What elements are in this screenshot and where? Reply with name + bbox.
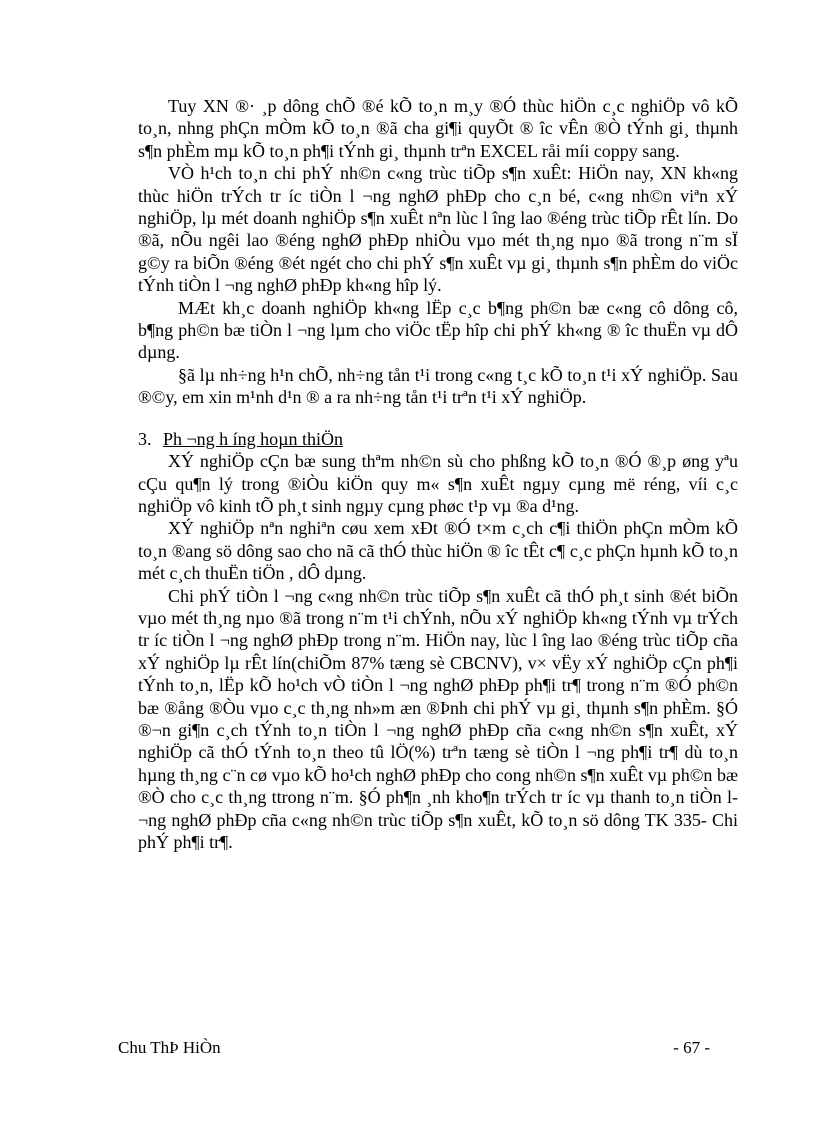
footer-page-number: - 67 - (673, 1038, 710, 1057)
footer-author: Chu ThÞ HiÒn (118, 1038, 221, 1057)
paragraph-limitations: §ã lµ nh÷ng h¹n chÕ, nh÷ng tån t¹i trong c«ng t¸c kÕ to¸n t¹i xÝ nghiÖp. Sau ®©y, em xin m¹nh d¹n ® a ra nh÷ng tån t¹i trªn t¹i xÝ nghiÖp. (138, 364, 738, 408)
paragraph-staffing: XÝ nghiÖp cÇn bæ sung thªm nh©n sù cho phßng kÕ to¸n ®Ó ®¸p øng yªu cÇu qu¶n lý trong ®iÒu kiÖn quy m« s¶n xuÊt ngµy cµng më réng, víi c¸c nghiÖp vô kinh tÕ ph¸t sinh ngµy cµng phøc t¹p vµ ®a d¹ng. (138, 451, 738, 516)
paragraph-leave-pay: Chi phÝ tiÒn l ¬ng c«ng nh©n trùc tiÕp s¶n xuÊt cã thÓ ph¸t sinh ®ét biÕn vµo mét th¸ng nµo ®ã trong n¨m t¹i chÝnh, nÕu xÝ nghiÖp kh«ng tÝnh vµ trÝch tr íc tiÒn l ¬ng nghØ phÐp trong n¨m. HiÖn nay, lùc l îng lao ®éng trùc tiÕp cña xÝ nghiÖp lµ rÊt lín(chiÕm 87% tæng sè CBCNV), v× vËy xÝ nghiÖp cÇn ph¶i tÝnh to¸n, lËp kÕ ho¹ch vÒ tiÒn l ¬ng nghØ phÐp ph¶i tr¶ trong n¨m ®Ó ph©n bæ ®ång ®Òu vµo c¸c th¸ng nh»m æn ®Þnh chi phÝ vµ gi¸ thµnh s¶n phÈm. §Ó ®¬n gi¶n c¸ch tÝnh to¸n tiÒn l ¬ng nghØ phÐp cña c«ng nh©n s¶n xuÊt, xÝ nghiÖp cã thÓ tÝnh to¸n theo tû lÖ(%) trªn tæng sè tiÒn l ¬ng ph¶i tr¶ dù to¸n hµng th¸ng c¨n cø vµo kÕ ho¹ch nghØ phÐp cho cong nh©n s¶n xuÊt vµ ph©n bæ ®Ò cho c¸c th¸ng ttrong n¨m. §Ó ph¶n ¸nh kho¶n trÝch tr íc vµ thanh to¸n tiÒn l ¬ng nghØ phÐp cña c«ng nh©n trùc tiÕp s¶n xuÊt, kÕ to¸n sö dông TK 335- Chi phÝ ph¶i tr¶. (138, 585, 738, 852)
body-text (138, 95, 738, 853)
paragraph-allocation-tables: MÆt kh¸c doanh nghiÖp kh«ng lËp c¸c b¶ng ph©n bæ c«ng cô dông cô, b¶ng ph©n bæ tiÒn l ¬ng lµm cho viÖc tËp hîp chi phÝ kh«ng ® îc thuËn vµ dÔ dµng. (138, 297, 738, 363)
section-title: Ph ¬ng h íng hoµn thiÖn (163, 428, 344, 449)
paragraph-software: Tuy XN ®· ¸p dông chÕ ®é kÕ to¸n m¸y ®Ó thùc hiÖn c¸c nghiÖp vô kÕ to¸n, nhng phÇn mÒm kÕ to¸n ®ã cha gi¶i quyÕt ® îc vÊn ®Ò tÝnh gi¸ thµnh s¶n phÈm mµ kÕ to¸n ph¶i tÝnh gi¸ thµnh trªn EXCEL råi míi coppy sang. (138, 96, 738, 161)
paragraph-labor-cost: VÒ h¹ch to¸n chi phÝ nh©n c«ng trùc tiÕp s¶n xuÊt: HiÖn nay, XN kh«ng thùc hiÖn trÝch tr íc tiÒn l ¬ng nghØ phÐp cho c¸n bé, c«ng nh©n viªn xÝ nghiÖp, lµ mét doanh nghiÖp s¶n xuÊt nªn lùc l îng lao ®éng trùc tiÕp rÊt lín. Do ®ã, nÕu ngêi lao ®éng nghØ phÐp nhiÒu vµo mét th¸ng nµo ®ã trong n¨m sÏ g©y ra biÕn ®éng ®ét ngét cho chi phÝ s¶n xuÊt vµ gi¸ thµnh s¶n phÈm do viÖc tÝnh tiÒn l ¬ng nghØ phÐp kh«ng hîp lý. (138, 163, 738, 296)
section-number: 3. (138, 428, 152, 449)
section-heading (138, 428, 738, 450)
paragraph-software-improvement: XÝ nghiÖp nªn nghiªn cøu xem xÐt ®Ó t×m c¸ch c¶i thiÖn phÇn mÒm kÕ to¸n ®ang sö dông sao cho nã cã thÓ thùc hiÖn ® îc tÊt c¶ c¸c phÇn hµnh kÕ to¸n mét c¸ch thuËn tiÖn , dÔ dµng. (138, 518, 738, 584)
page-footer (118, 1037, 710, 1059)
